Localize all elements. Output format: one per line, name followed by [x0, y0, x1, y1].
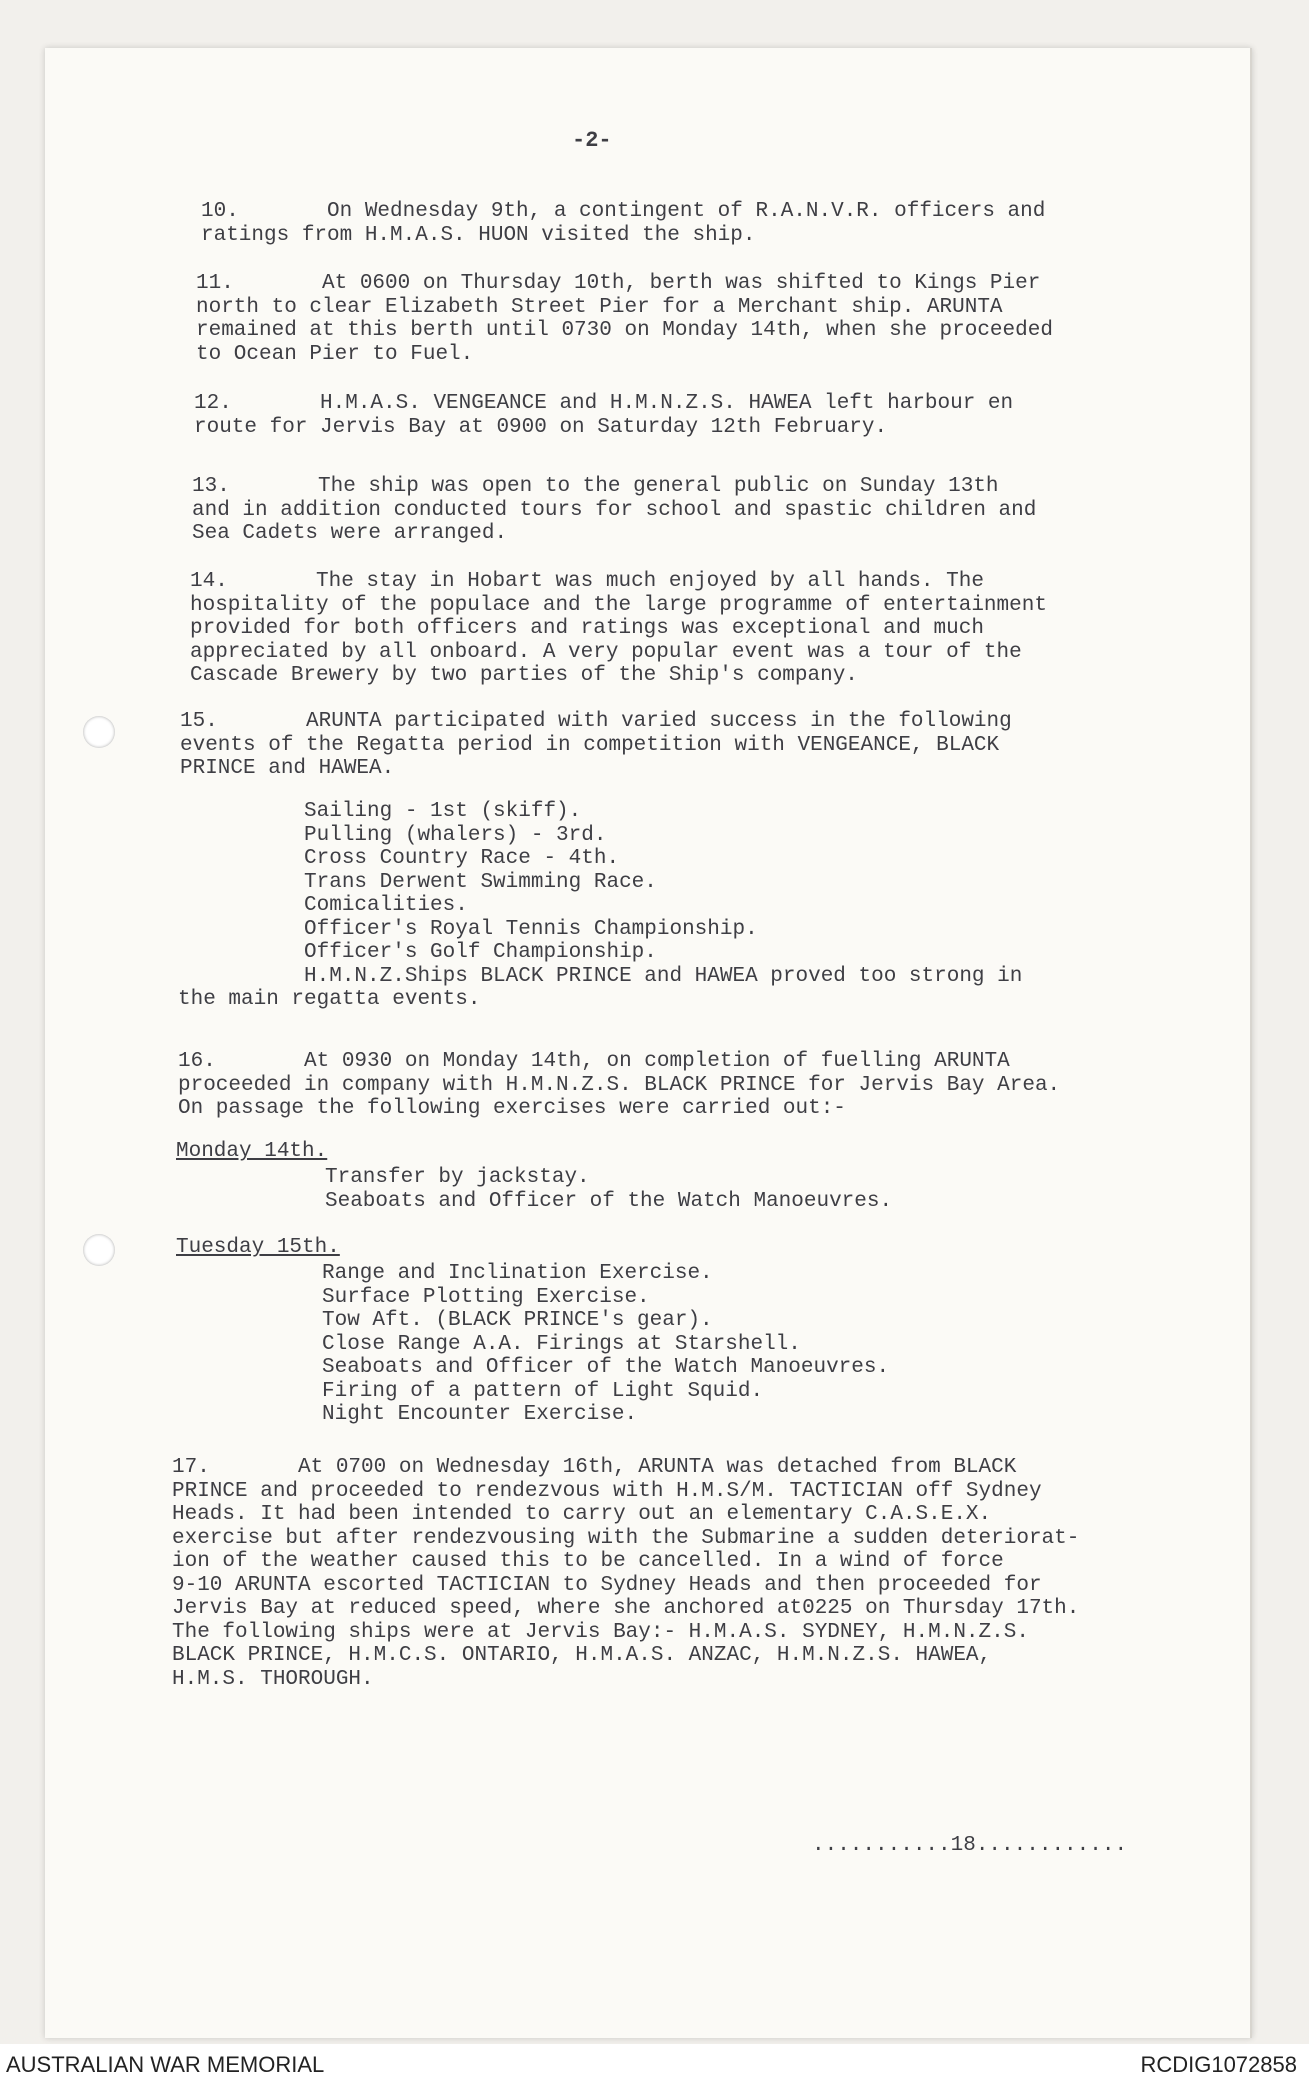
- paragraph-line: Heads. It had been intended to carry out an elementary C.A.S.E.X.: [172, 1503, 992, 1526]
- paragraph-line: exercise but after rendezvousing with the Submarine a sudden deteriorat-: [172, 1526, 1080, 1550]
- paragraph-line: 17. At 0700 on Wednesday 16th, ARUNTA was detached from BLACK: [172, 1456, 1017, 1479]
- footer-institution: AUSTRALIAN WAR MEMORIAL: [6, 2052, 325, 2077]
- paragraph-line: Cross Country Race - 4th.: [178, 847, 620, 870]
- paragraph-line: proceeded in company with H.M.N.Z.S. BLACK PRINCE for Jervis Bay Area.: [178, 1073, 1061, 1097]
- paragraph-line: Pulling (whalers) - 3rd.: [178, 823, 607, 847]
- paragraph-line: and in addition conducted tours for school and spastic children and: [192, 498, 1037, 522]
- paragraph-line: ion of the weather caused this to be cancelled. In a wind of force: [172, 1550, 1004, 1573]
- exercise-item: Night Encounter Exercise.: [322, 1403, 638, 1426]
- exercise-item: Surface Plotting Exercise.: [322, 1285, 650, 1309]
- paragraph-line: appreciated by all onboard. A very popular event was a tour of the: [190, 640, 1022, 664]
- exercise-item: Range and Inclination Exercise.: [322, 1262, 713, 1285]
- punch-hole: [83, 1234, 115, 1266]
- punch-hole: [83, 716, 115, 748]
- footer-record-id: RCDIG1072858: [1140, 2052, 1297, 2077]
- paragraph-line: Officer's Golf Championship.: [178, 941, 657, 964]
- paragraph-line: north to clear Elizabeth Street Pier for a Merchant ship. ARUNTA: [196, 295, 1003, 319]
- paragraph-line: Jervis Bay at reduced speed, where she anchored at0225 on Thursday 17th.: [172, 1597, 1080, 1620]
- paragraph-line: BLACK PRINCE, H.M.C.S. ONTARIO, H.M.A.S. ANZAC, H.M.N.Z.S. HAWEA,: [172, 1644, 992, 1667]
- paragraph-line: Sea Cadets were arranged.: [192, 522, 508, 545]
- paragraph-line: events of the Regatta period in competition with VENGEANCE, BLACK: [180, 733, 1000, 757]
- exercise-item: Close Range A.A. Firings at Starshell.: [322, 1332, 801, 1356]
- paragraph-line: Sailing - 1st (skiff).: [178, 800, 582, 823]
- paragraph-line: hospitality of the populace and the large programme of entertainment: [190, 593, 1047, 617]
- paragraph-line: route for Jervis Bay at 0900 on Saturday 12th February.: [194, 415, 888, 439]
- paragraph-line: 16. At 0930 on Monday 14th, on completion of fuelling ARUNTA: [178, 1050, 1010, 1073]
- paragraph-line: the main regatta events.: [178, 988, 481, 1011]
- paragraph-line: H.M.N.Z.Ships BLACK PRINCE and HAWEA proved too strong in: [178, 964, 1023, 988]
- paragraph-line: to Ocean Pier to Fuel.: [196, 342, 474, 366]
- exercise-item: Tow Aft. (BLACK PRINCE's gear).: [322, 1309, 713, 1332]
- paragraph-line: PRINCE and HAWEA.: [180, 757, 395, 780]
- paragraph-line: 10. On Wednesday 9th, a contingent of R.A.N.V.R. officers and: [201, 200, 1046, 223]
- footer: [0, 2044, 1309, 2082]
- paragraph-line: 11. At 0600 on Thursday 10th, berth was shifted to Kings Pier: [196, 272, 1041, 295]
- paragraph-line: 12. H.M.A.S. VENGEANCE and H.M.N.Z.S. HAWEA left harbour en: [194, 392, 1014, 415]
- paragraph-line: Officer's Royal Tennis Championship.: [178, 917, 758, 941]
- paragraph-line: 15. ARUNTA participated with varied success in the following: [180, 710, 1012, 733]
- paragraph-line: ratings from H.M.A.S. HUON visited the ship.: [201, 223, 756, 247]
- paragraph-line: 13. The ship was open to the general public on Sunday 13th: [192, 475, 999, 498]
- paragraph-line: On passage the following exercises were carried out:-: [178, 1097, 846, 1120]
- paragraph-line: PRINCE and proceeded to rendezvous with H.M.S/M. TACTICIAN off Sydney: [172, 1479, 1042, 1503]
- paragraph-line: provided for both officers and ratings was exceptional and much: [190, 617, 984, 640]
- paragraph-line: 9-10 ARUNTA escorted TACTICIAN to Sydney Heads and then proceeded for: [172, 1573, 1042, 1597]
- paragraph-line: The following ships were at Jervis Bay:- H.M.A.S. SYDNEY, H.M.N.Z.S.: [172, 1620, 1029, 1644]
- paragraph-line: Trans Derwent Swimming Race.: [178, 870, 657, 894]
- continuation-marker: ...........18............: [812, 1834, 1128, 1857]
- page-number: -2-: [572, 128, 612, 153]
- paragraph-line: Cascade Brewery by two parties of the Ship's company.: [190, 664, 858, 687]
- section-heading-tuesday: Tuesday 15th.: [176, 1236, 340, 1259]
- exercise-item: Seaboats and Officer of the Watch Manoeuvres.: [325, 1189, 893, 1213]
- paragraph-line: H.M.S. THOROUGH.: [172, 1667, 374, 1691]
- paragraph-line: Comicalities.: [178, 894, 468, 917]
- section-heading-monday: Monday 14th.: [176, 1140, 328, 1163]
- paragraph-line: remained at this berth until 0730 on Monday 14th, when she proceeded: [196, 319, 1053, 342]
- paragraph-line: 14. The stay in Hobart was much enjoyed by all hands. The: [190, 570, 984, 593]
- exercise-item: Seaboats and Officer of the Watch Manoeuvres.: [322, 1356, 890, 1379]
- exercise-item: Firing of a pattern of Light Squid.: [322, 1379, 764, 1403]
- exercise-item: Transfer by jackstay.: [325, 1166, 590, 1189]
